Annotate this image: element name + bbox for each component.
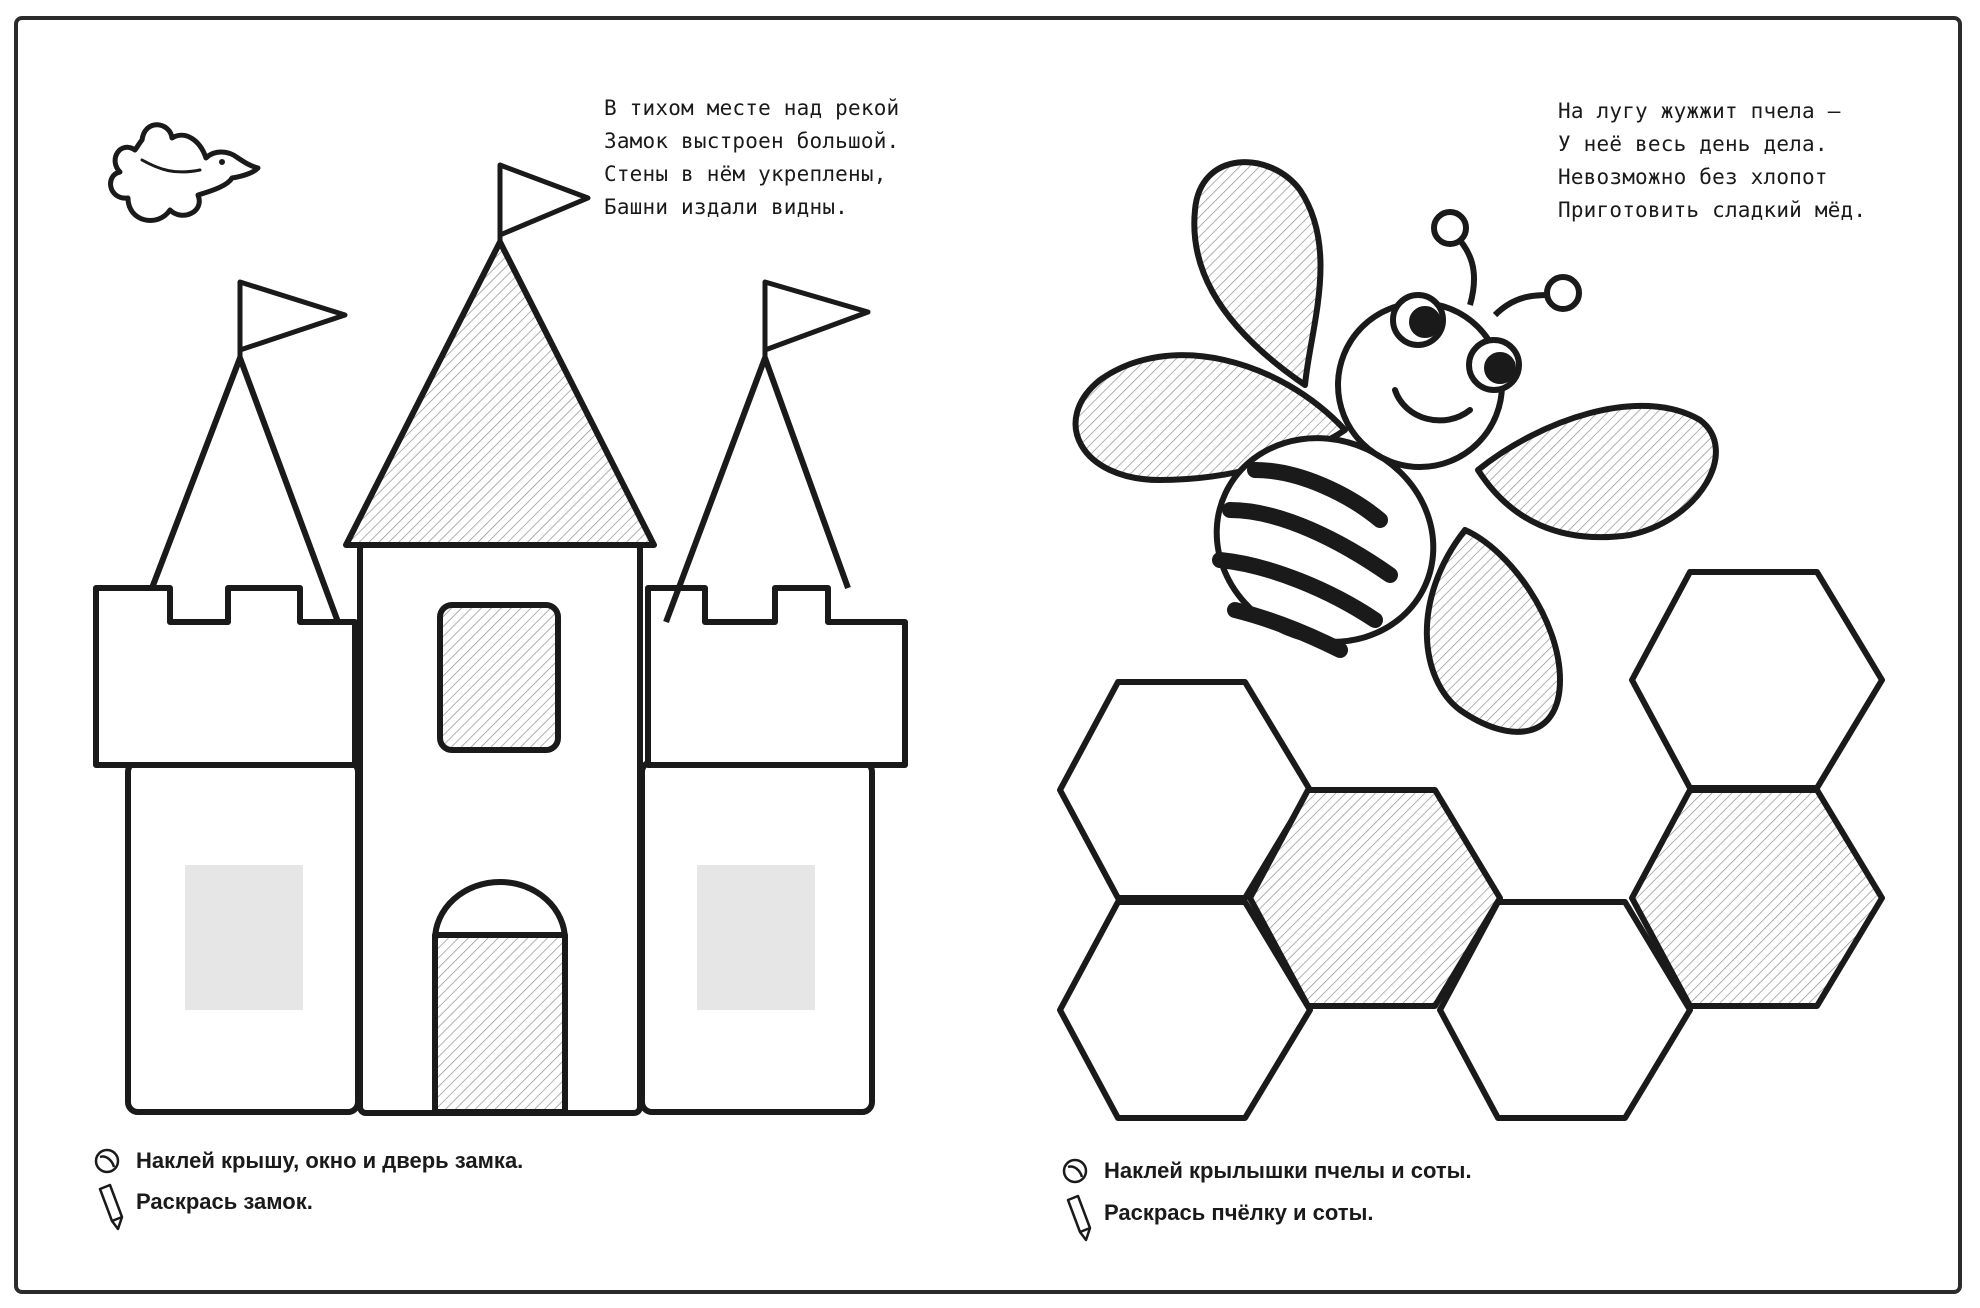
- task-text: Наклей крышу, окно и дверь замка.: [136, 1148, 524, 1173]
- task-text: Наклей крылышки пчелы и соты.: [1104, 1158, 1472, 1183]
- bee-wing-top-sticker: [1194, 162, 1320, 385]
- bird-icon: [111, 125, 258, 221]
- right-battlement: [648, 588, 905, 765]
- poem-line: Приготовить сладкий мёд.: [1558, 198, 1867, 222]
- left-spire: [152, 358, 338, 622]
- left-tower-window-placeholder: [185, 865, 303, 1010]
- central-flag: [500, 165, 588, 242]
- pencil-icon: [92, 1183, 126, 1233]
- task-text: Раскрась замок.: [136, 1189, 313, 1214]
- left-battlement: [96, 588, 355, 765]
- poem-line: Замок выстроен большой.: [604, 129, 900, 153]
- hex-cell-sticker-2: [1632, 790, 1882, 1006]
- right-flag: [765, 282, 868, 358]
- poem-line: Башни издали видны.: [604, 195, 849, 219]
- left-flag: [240, 282, 345, 358]
- poem-line: Стены в нём укреплены,: [604, 162, 887, 186]
- sticker-icon: [92, 1146, 122, 1176]
- hex-cell-4: [1632, 572, 1882, 788]
- bee-wing-bottom-sticker: [1427, 530, 1560, 732]
- bee-poem: [1558, 95, 1866, 227]
- poem-line: Невозможно без хлопот: [1558, 165, 1828, 189]
- bee-wing-right-sticker: [1478, 406, 1716, 537]
- pencil-icon: [1060, 1194, 1094, 1244]
- castle-poem: [604, 92, 899, 224]
- bee: [1076, 162, 1716, 732]
- poem-line: У неё весь день дела.: [1558, 132, 1828, 156]
- castle: [96, 165, 905, 1113]
- central-roof-sticker-placeholder: [346, 242, 654, 545]
- sticker-icon: [1060, 1156, 1090, 1186]
- task-text: Раскрась пчёлку и соты.: [1104, 1200, 1374, 1225]
- poem-line: На лугу жужжит пчела —: [1558, 99, 1841, 123]
- door-sticker-placeholder: [435, 935, 565, 1112]
- central-window-sticker-placeholder: [440, 605, 558, 750]
- right-spire: [666, 358, 848, 622]
- poem-line: В тихом месте над рекой: [604, 96, 900, 120]
- right-tower-window-placeholder: [697, 865, 815, 1010]
